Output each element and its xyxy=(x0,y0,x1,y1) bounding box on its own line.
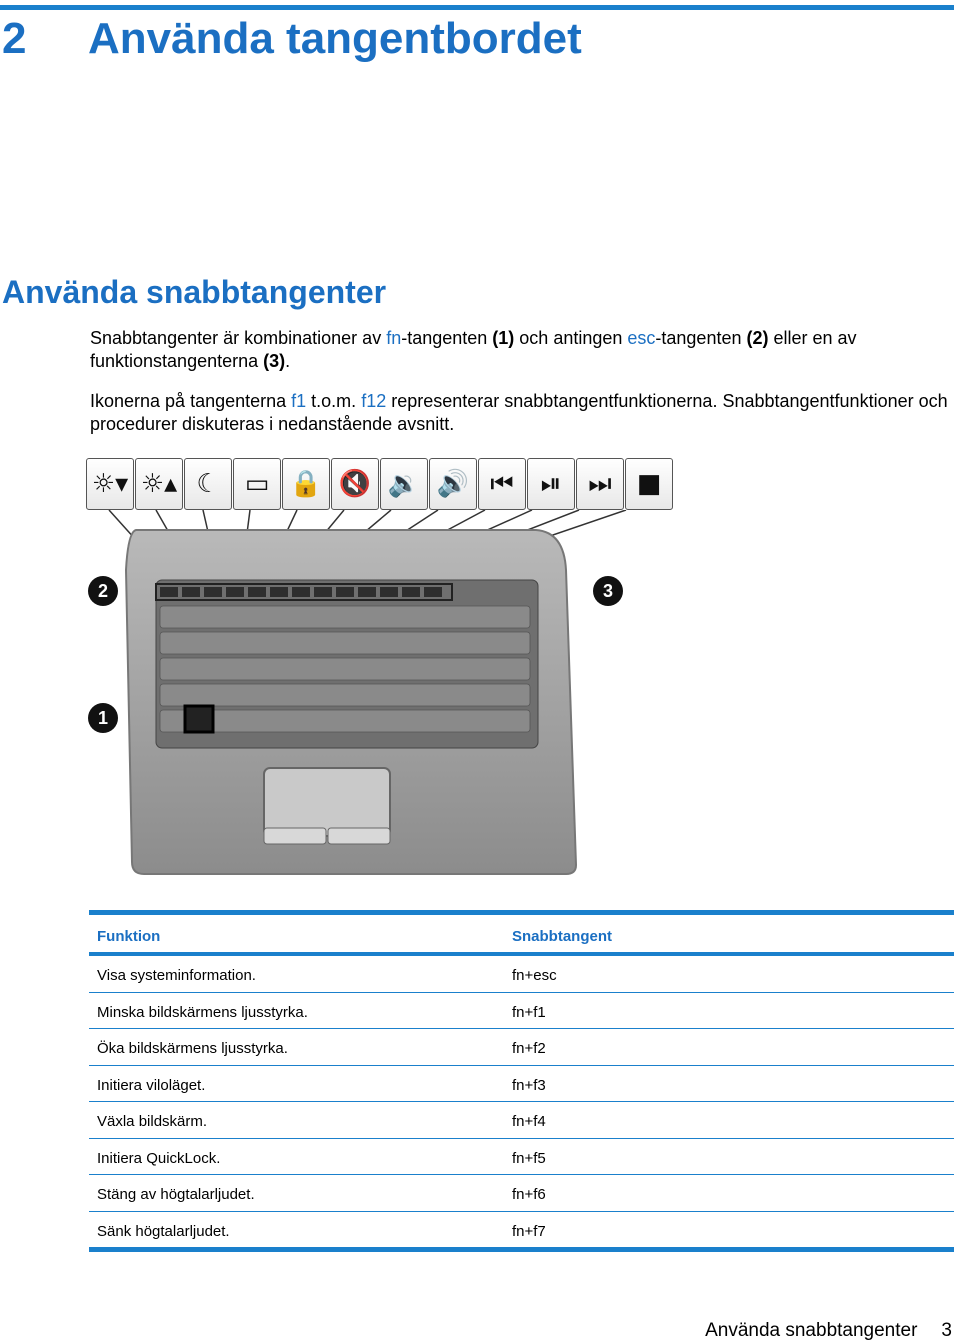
lock-icon: 🔒 xyxy=(282,458,330,510)
row-function: Minska bildskärmens ljusstyrka. xyxy=(97,1003,308,1021)
table-row xyxy=(89,1175,954,1212)
callout-ref-2: (2) xyxy=(746,328,769,348)
text: eller en av funktionstangenterna xyxy=(90,328,857,371)
row-hotkey: fn+esc xyxy=(512,967,557,984)
row-hotkey: fn+f3 xyxy=(512,1076,546,1094)
callout-ref-3: (3) xyxy=(263,351,286,371)
icons-paragraph xyxy=(90,390,956,436)
previous-track-icon: ⏮ xyxy=(478,458,526,510)
key-fn: fn xyxy=(386,328,402,348)
text: . xyxy=(285,351,291,371)
page-footer xyxy=(705,1320,952,1342)
row-function: Initiera viloläget. xyxy=(97,1076,206,1094)
row-hotkey: fn+f6 xyxy=(512,1186,546,1203)
intro-paragraph xyxy=(90,327,956,373)
section-heading: Använda snabbtangenter xyxy=(2,274,387,310)
table-row xyxy=(89,1212,954,1253)
row-function: Visa systeminformation. xyxy=(97,967,256,984)
text: representerar snabbtangentfunktionerna. Snabbtangentfunktioner och procedurer diskuteras i nedanstående avsnitt. xyxy=(90,391,948,434)
header-hotkey: Snabbtangent xyxy=(512,928,612,945)
callout-2: 2 xyxy=(88,576,118,606)
text: t.o.m. xyxy=(306,391,362,411)
text: -tangenten xyxy=(655,328,747,348)
row-function: Initiera QuickLock. xyxy=(97,1149,221,1167)
footer-section-title: Använda snabbtangenter xyxy=(705,1320,918,1341)
brightness-down-icon: ☼▾ xyxy=(86,458,134,510)
table-header xyxy=(89,915,954,956)
row-function: Öka bildskärmens ljusstyrka. xyxy=(97,1040,288,1057)
row-function: Växla bildskärm. xyxy=(97,1113,208,1130)
header-function: Funktion xyxy=(97,928,161,945)
stop-icon: ■ xyxy=(625,458,673,510)
row-function: Sänk högtalarljudet. xyxy=(97,1222,230,1240)
text: och antingen xyxy=(514,328,628,348)
row-hotkey: fn+f2 xyxy=(512,1040,546,1057)
table-row xyxy=(89,1139,954,1176)
row-hotkey: fn+f7 xyxy=(512,1222,546,1240)
sleep-moon-icon: ☾ xyxy=(184,458,232,510)
table-row xyxy=(89,1102,954,1139)
row-hotkey: fn+f5 xyxy=(512,1149,546,1167)
top-rule xyxy=(0,5,954,10)
key-f12: f12 xyxy=(361,391,387,411)
table-row xyxy=(89,1066,954,1103)
text: Snabbtangenter är kombinationer av xyxy=(90,328,387,348)
function-key-icon-strip xyxy=(86,458,673,510)
row-function: Stäng av högtalarljudet. xyxy=(97,1186,255,1203)
volume-up-icon: 🔊 xyxy=(429,458,477,510)
hotkey-table xyxy=(89,910,954,1252)
page-number: 3 xyxy=(941,1320,952,1341)
table-row xyxy=(89,993,954,1030)
play-pause-icon: ⏯ xyxy=(527,458,575,510)
callout-1: 1 xyxy=(88,703,118,733)
brightness-up-icon: ☼▴ xyxy=(135,458,183,510)
callout-ref-1: (1) xyxy=(492,328,515,348)
mute-icon: 🔇 xyxy=(331,458,379,510)
chapter-title: Använda tangentbordet xyxy=(88,14,582,63)
laptop-keyboard-illustration xyxy=(86,510,666,880)
table-row xyxy=(89,1029,954,1066)
table-row xyxy=(89,956,954,993)
chapter-number: 2 xyxy=(2,14,27,63)
chapter-heading xyxy=(2,14,582,64)
text: Ikonerna på tangenterna xyxy=(90,391,292,411)
text: -tangenten xyxy=(401,328,493,348)
key-esc: esc xyxy=(627,328,656,348)
callout-3: 3 xyxy=(593,576,623,606)
row-hotkey: fn+f1 xyxy=(512,1003,546,1021)
volume-down-icon: 🔉 xyxy=(380,458,428,510)
next-track-icon: ⏭ xyxy=(576,458,624,510)
display-switch-icon: ▭ xyxy=(233,458,281,510)
row-hotkey: fn+f4 xyxy=(512,1113,546,1130)
key-f1: f1 xyxy=(291,391,307,411)
